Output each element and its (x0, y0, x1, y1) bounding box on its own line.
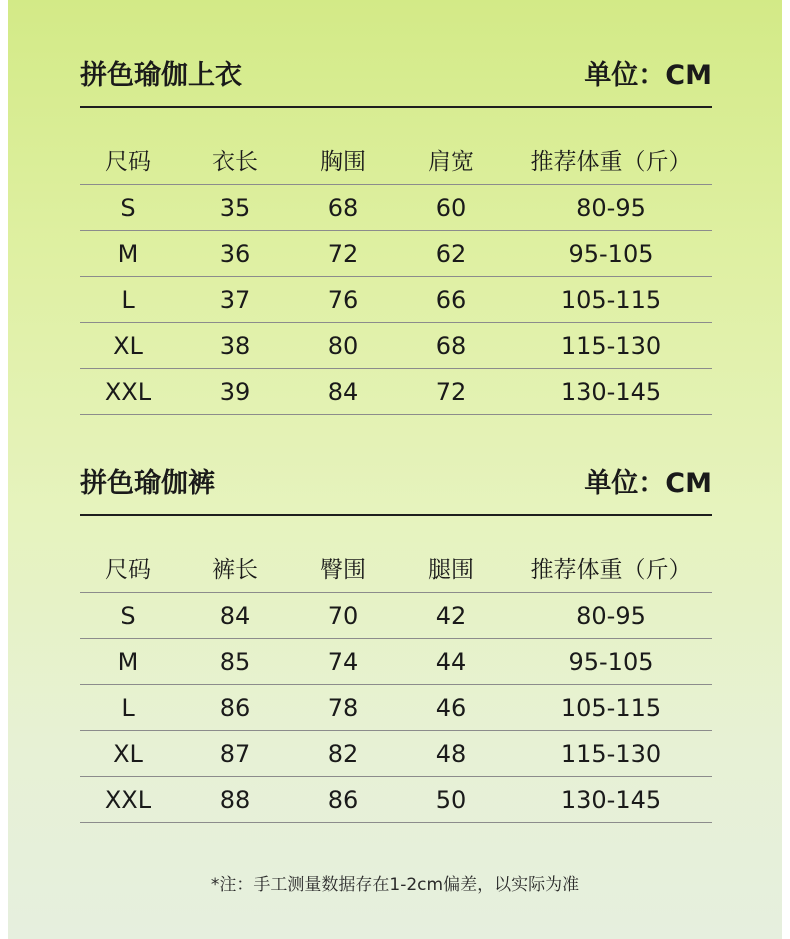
cell-size: XXL (80, 777, 176, 823)
table-row (80, 639, 712, 685)
cell-thigh: 44 (392, 639, 510, 685)
cell-weight: 95-105 (510, 231, 712, 277)
cell-weight: 95-105 (510, 639, 712, 685)
cell-pants-length: 86 (176, 685, 294, 731)
top-size-table (80, 134, 712, 415)
cell-weight: 130-145 (510, 777, 712, 823)
table-row (80, 731, 712, 777)
table-row (80, 369, 712, 415)
table-row (80, 185, 712, 231)
cell-size: XL (80, 323, 176, 369)
cell-chest: 84 (294, 369, 392, 415)
table-row (80, 323, 712, 369)
header-pants-length: 裤长 (176, 542, 294, 593)
cell-chest: 72 (294, 231, 392, 277)
header-weight: 推荐体重（斤） (510, 134, 712, 185)
cell-thigh: 42 (392, 593, 510, 639)
cell-length: 37 (176, 277, 294, 323)
cell-chest: 68 (294, 185, 392, 231)
header-shoulder: 肩宽 (392, 134, 510, 185)
cell-shoulder: 72 (392, 369, 510, 415)
header-hip: 臀围 (294, 542, 392, 593)
cell-hip: 74 (294, 639, 392, 685)
header-size: 尺码 (80, 542, 176, 593)
cell-shoulder: 68 (392, 323, 510, 369)
header-chest: 胸围 (294, 134, 392, 185)
cell-size: M (80, 639, 176, 685)
cell-weight: 105-115 (510, 685, 712, 731)
pants-size-table (80, 542, 712, 823)
measurement-footnote: *注：手工测量数据存在1-2cm偏差，以实际为准 (210, 875, 580, 895)
cell-shoulder: 60 (392, 185, 510, 231)
cell-weight: 115-130 (510, 323, 712, 369)
cell-weight: 105-115 (510, 277, 712, 323)
header-thigh: 腿围 (392, 542, 510, 593)
cell-shoulder: 66 (392, 277, 510, 323)
cell-size: S (80, 185, 176, 231)
cell-shoulder: 62 (392, 231, 510, 277)
cell-length: 39 (176, 369, 294, 415)
table-row (80, 231, 712, 277)
cell-weight: 115-130 (510, 731, 712, 777)
cell-hip: 70 (294, 593, 392, 639)
cell-thigh: 48 (392, 731, 510, 777)
pants-section-header (80, 464, 712, 516)
header-length: 衣长 (176, 134, 294, 185)
cell-chest: 76 (294, 277, 392, 323)
table-row (80, 593, 712, 639)
cell-pants-length: 85 (176, 639, 294, 685)
pants-size-section (80, 464, 712, 823)
size-chart-page (8, 0, 782, 939)
cell-hip: 78 (294, 685, 392, 731)
pants-section-unit: 单位：CM (584, 468, 712, 499)
cell-size: XXL (80, 369, 176, 415)
pants-section-title: 拼色瑜伽裤 (80, 468, 215, 499)
cell-weight: 80-95 (510, 185, 712, 231)
cell-size: L (80, 277, 176, 323)
top-section-unit: 单位：CM (584, 60, 712, 91)
table-row (80, 777, 712, 823)
table-row (80, 685, 712, 731)
cell-size: S (80, 593, 176, 639)
cell-size: M (80, 231, 176, 277)
cell-hip: 86 (294, 777, 392, 823)
cell-thigh: 46 (392, 685, 510, 731)
cell-size: L (80, 685, 176, 731)
cell-weight: 130-145 (510, 369, 712, 415)
top-section-header (80, 56, 712, 108)
cell-pants-length: 84 (176, 593, 294, 639)
top-size-section (80, 56, 712, 415)
cell-chest: 80 (294, 323, 392, 369)
table-header-row (80, 542, 712, 593)
cell-length: 36 (176, 231, 294, 277)
cell-pants-length: 88 (176, 777, 294, 823)
table-row (80, 277, 712, 323)
header-weight: 推荐体重（斤） (510, 542, 712, 593)
cell-hip: 82 (294, 731, 392, 777)
cell-size: XL (80, 731, 176, 777)
cell-weight: 80-95 (510, 593, 712, 639)
cell-length: 35 (176, 185, 294, 231)
cell-pants-length: 87 (176, 731, 294, 777)
table-header-row (80, 134, 712, 185)
cell-thigh: 50 (392, 777, 510, 823)
top-section-title: 拼色瑜伽上衣 (80, 60, 242, 91)
header-size: 尺码 (80, 134, 176, 185)
cell-length: 38 (176, 323, 294, 369)
